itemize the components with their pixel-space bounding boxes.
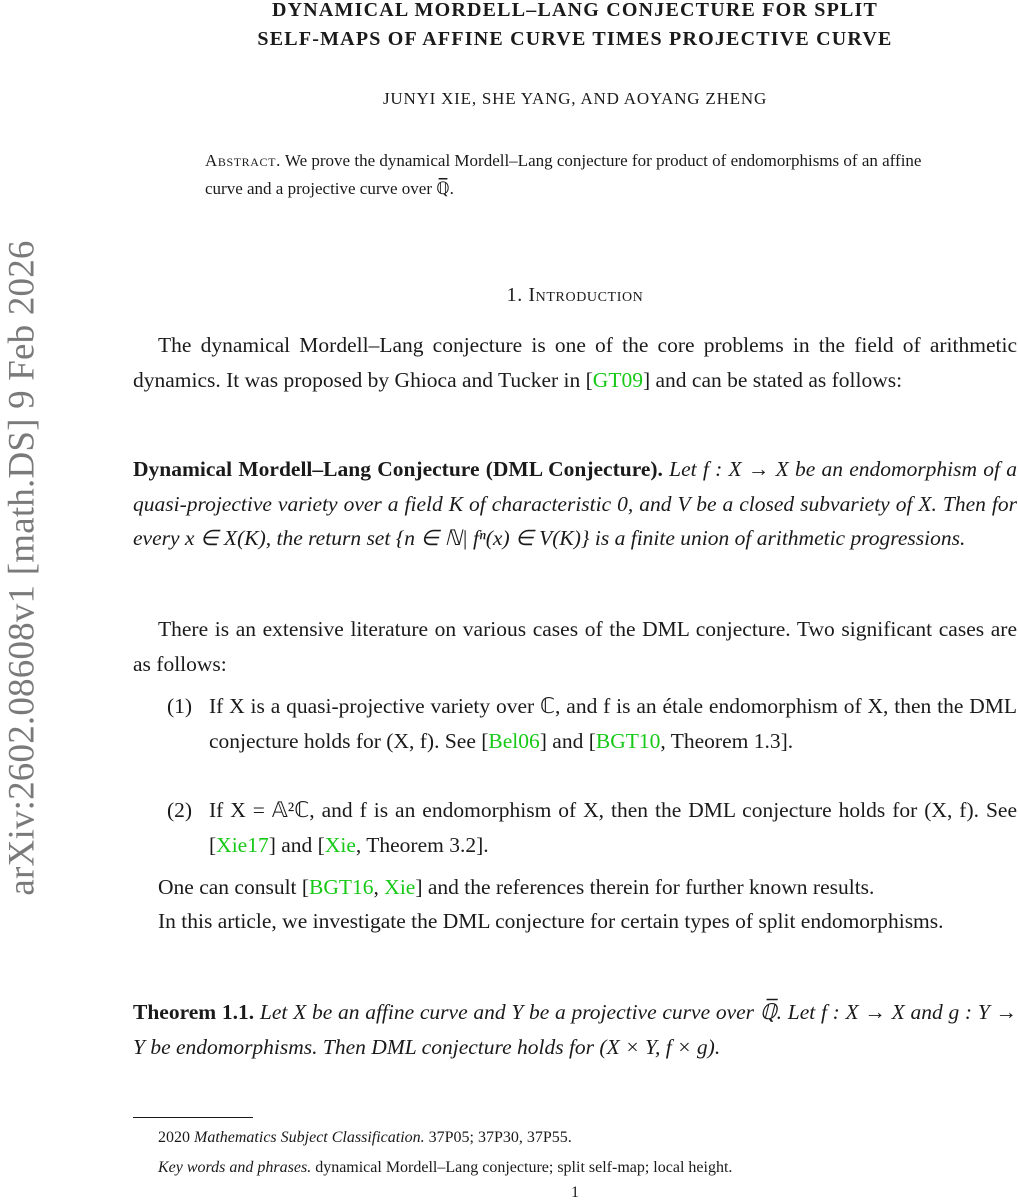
case-text: If X is a quasi-projective variety over ℂ, and f is an étale endomorphism of X, then the DML conjecture holds for (X, f). See [ bbox=[209, 694, 1017, 753]
section-heading bbox=[133, 284, 1017, 307]
msc-codes: 37P05; 37P30, 37P55. bbox=[428, 1129, 572, 1146]
abstract-label: Abstract. bbox=[205, 151, 281, 170]
literature-paragraph: There is an extensive literature on various cases of the DML conjecture. Two significant cases are as follows: bbox=[133, 617, 1017, 676]
msc-year: 2020 bbox=[158, 1129, 190, 1146]
citation-link[interactable]: GT09 bbox=[592, 367, 643, 392]
section-number: 1. bbox=[506, 284, 523, 306]
article-intro-paragraph: In this article, we investigate the DML conjecture for certain types of split endomorphisms. bbox=[158, 909, 944, 933]
title-line-2: SELF-MAPS OF AFFINE CURVE TIMES PROJECTIVE CURVE bbox=[257, 28, 893, 50]
intro-text-1: The dynamical Mordell–Lang conjecture is one of the core problems in the field of arithmetic dynamics. It was proposed by Ghioca and Tucker in [ bbox=[133, 333, 1017, 392]
conjecture-name: Dynamical Mordell–Lang Conjecture (DML Conjecture). bbox=[133, 457, 663, 481]
intro-paragraph bbox=[133, 328, 1017, 397]
theorem-block bbox=[133, 995, 1017, 1064]
keywords-label: Key words and phrases. bbox=[158, 1159, 312, 1176]
arxiv-stamp bbox=[0, 0, 44, 1200]
list-item-content bbox=[209, 793, 1017, 862]
consult-separator: , bbox=[373, 875, 385, 899]
consult-text: One can consult [ bbox=[158, 875, 310, 899]
list-item-number: (1) bbox=[167, 694, 193, 718]
citation-link[interactable]: Xie17 bbox=[216, 832, 269, 857]
case-text: ] and [ bbox=[539, 728, 596, 753]
citation-link[interactable]: BGT16 bbox=[309, 875, 374, 899]
footnote-divider bbox=[133, 1117, 253, 1118]
case-text: ] and [ bbox=[268, 832, 325, 857]
footnote-msc bbox=[158, 1127, 1017, 1149]
msc-label: Mathematics Subject Classification. bbox=[194, 1129, 425, 1146]
case-text: , Theorem 1.3]. bbox=[660, 728, 794, 753]
theorem-statement: Let X be an affine curve and Y be a projective curve over ℚ̅. Let f : X → X and g : Y → Y be endomorphisms. Then DML conjecture holds for (X × Y, f × g). bbox=[133, 1000, 1017, 1059]
intro-text-2: ] and can be stated as follows: bbox=[642, 367, 903, 392]
page-number: 1 bbox=[571, 1184, 579, 1201]
list-item-content bbox=[209, 689, 1017, 758]
title-line-1: DYNAMICAL MORDELL–LANG CONJECTURE FOR SPLIT bbox=[271, 0, 879, 21]
conjecture-block bbox=[133, 452, 1017, 556]
case-text: , Theorem 3.2]. bbox=[355, 832, 489, 857]
consult-text: ] and the references therein for further known results. bbox=[415, 875, 875, 899]
abstract bbox=[205, 147, 945, 203]
abstract-text: We prove the dynamical Mordell–Lang conjecture for product of endomorphisms of an affine curve and a projective curve over ℚ̅. bbox=[205, 151, 922, 198]
citation-link[interactable]: BGT10 bbox=[595, 728, 661, 753]
case-text: If X = 𝔸²ℂ, and f is an endomorphism of X, then the DML conjecture holds for (X, f). See [ bbox=[209, 798, 1017, 857]
citation-link[interactable]: Bel06 bbox=[488, 728, 540, 753]
footnote-keywords bbox=[158, 1157, 1017, 1179]
consult-paragraph bbox=[133, 870, 1017, 905]
keywords-text: dynamical Mordell–Lang conjecture; split self-map; local height. bbox=[315, 1159, 733, 1176]
conjecture-statement: Let f : X → X be an endomorphism of a quasi-projective variety over a field K of characteristic 0, and V be a closed subvariety of X. Then for every x ∈ X(K), the return set {n ∈ ℕ| fⁿ(x) ∈ V(K)} is a finite union of arithmetic progressions. bbox=[133, 457, 1017, 550]
paper-title bbox=[133, 0, 1017, 54]
citation-link[interactable]: Xie bbox=[384, 875, 416, 899]
list-item-number: (2) bbox=[167, 798, 193, 822]
citation-link[interactable]: Xie bbox=[324, 832, 356, 857]
section-title: Introduction bbox=[528, 284, 644, 306]
theorem-label: Theorem 1.1. bbox=[133, 1000, 255, 1024]
authors: JUNYI XIE, SHE YANG, AND AOYANG ZHENG bbox=[382, 89, 768, 108]
arxiv-identifier: arXiv:2602.08608v1 [math.DS] 9 Feb 2026 bbox=[1, 240, 43, 896]
